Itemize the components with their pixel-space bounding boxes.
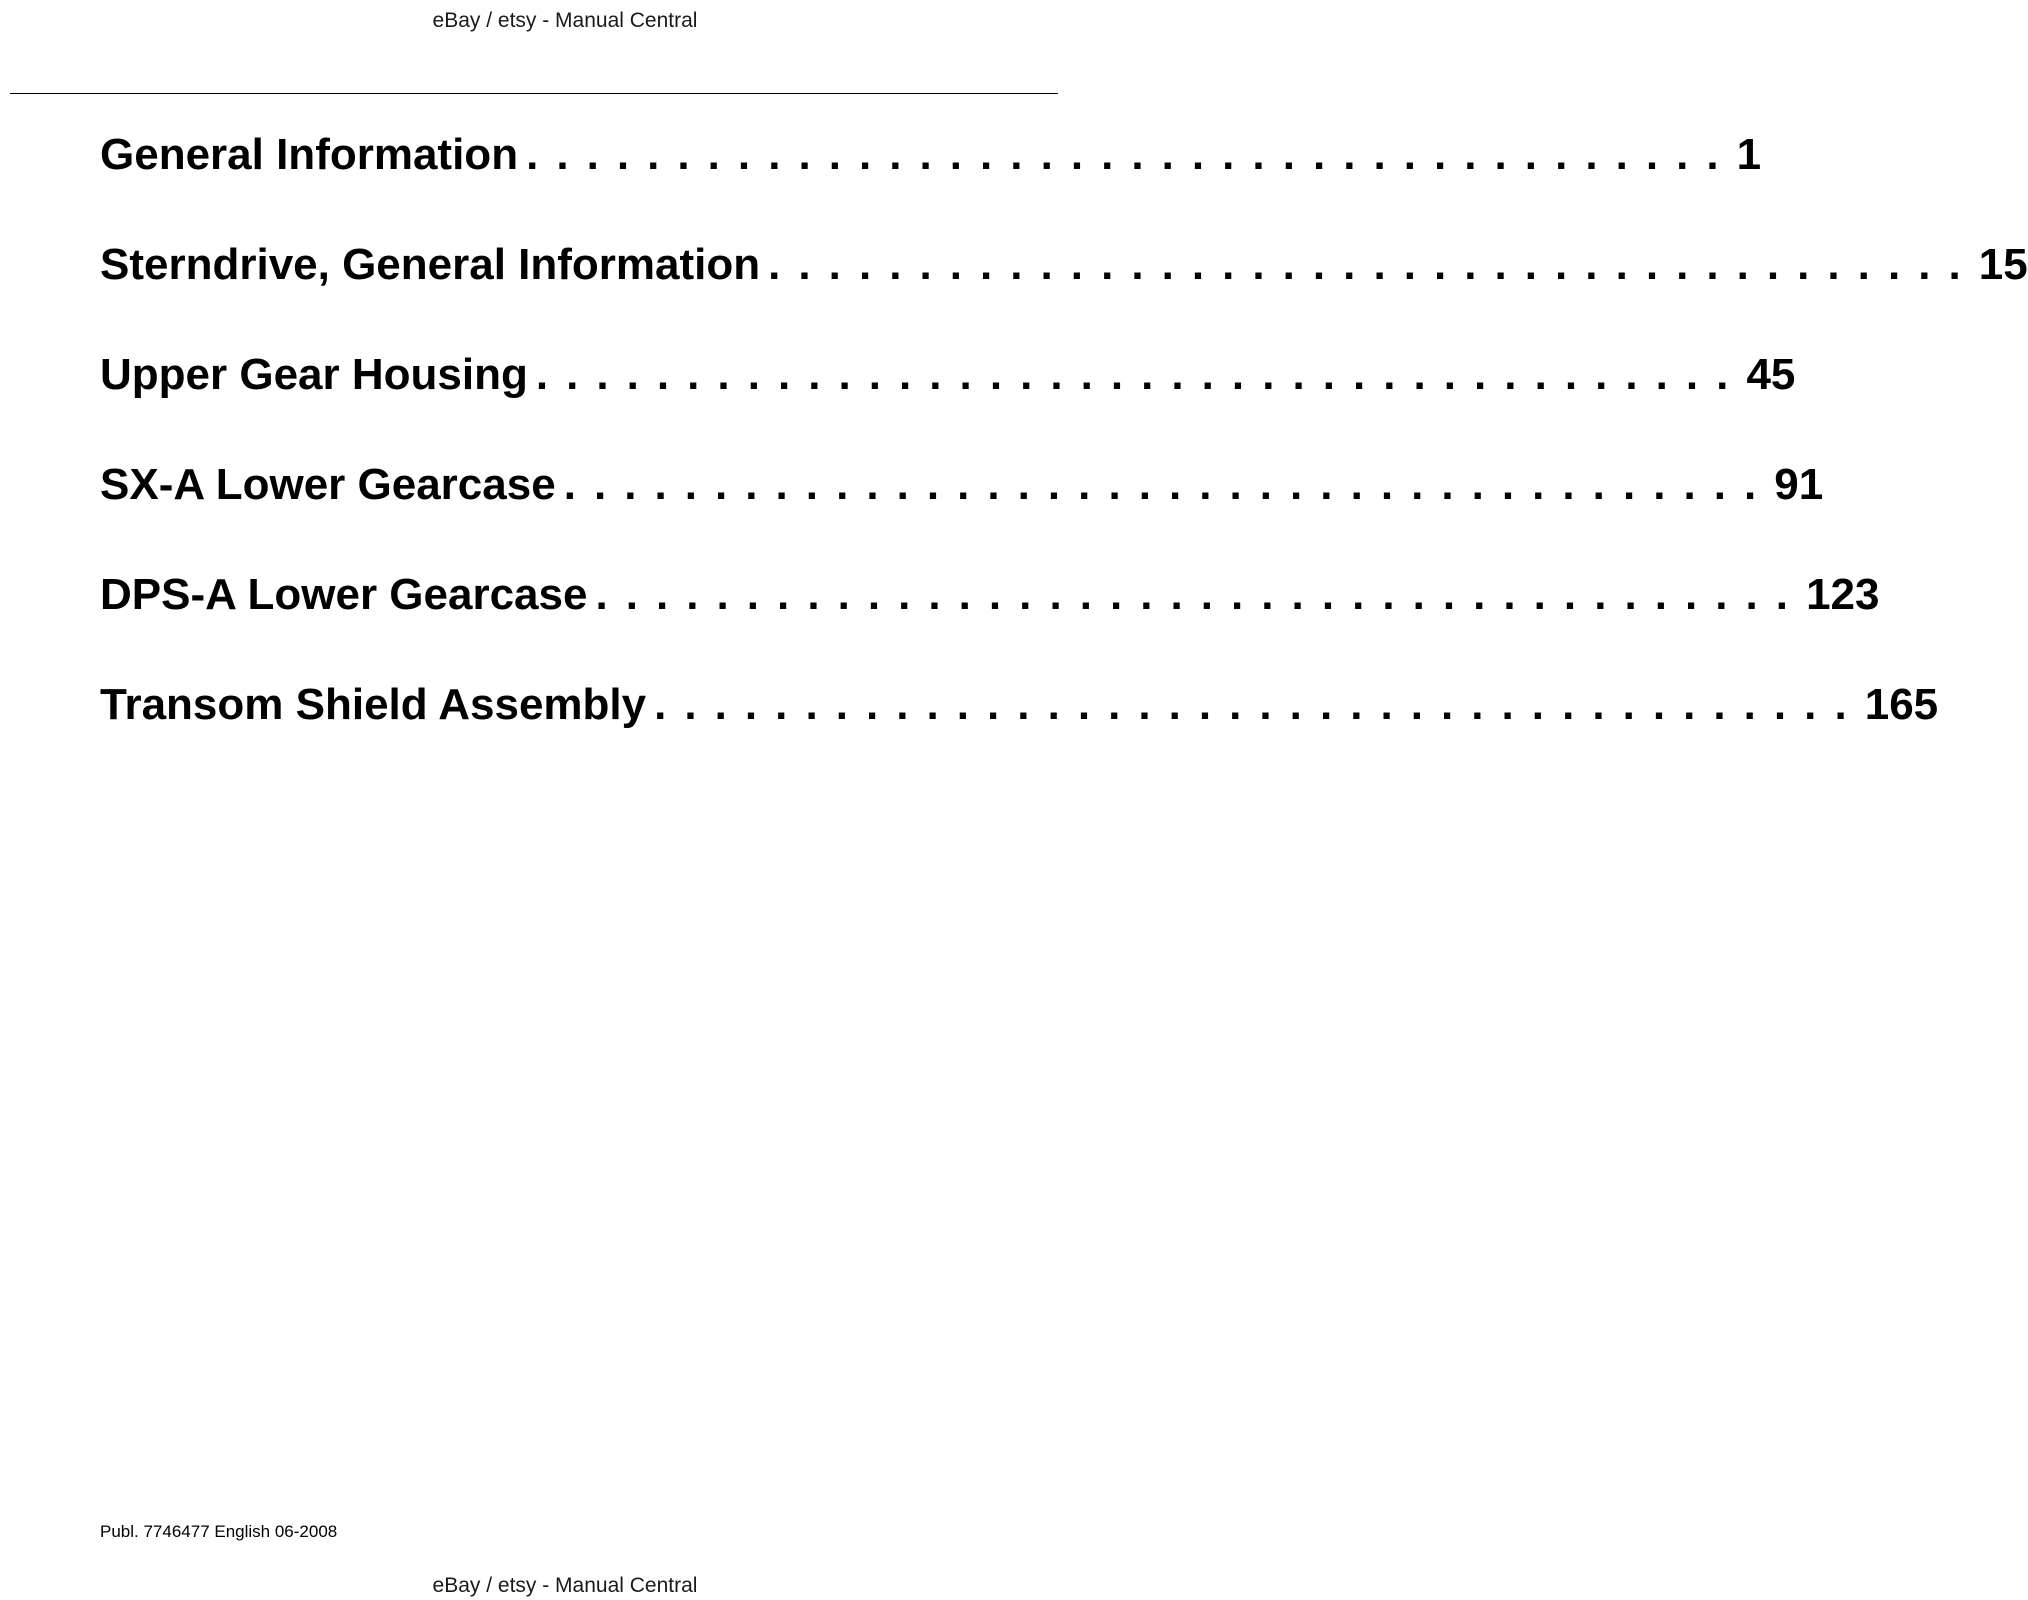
toc-entry-page: 1 <box>1736 130 1762 179</box>
toc-entry-page: 91 <box>1774 460 1824 509</box>
toc-dot-leader: ........................................ <box>595 570 1807 619</box>
toc-entry-page: 15 <box>1978 240 2028 289</box>
toc-entry-page: 45 <box>1746 350 1796 399</box>
toc-entry-page: 165 <box>1864 680 1939 729</box>
publication-info: Publ. 7746477 English 06-2008 <box>100 1522 338 1541</box>
toc-entry-title: DPS-A Lower Gearcase <box>100 570 588 619</box>
toc-entry-title: General Information <box>100 130 519 179</box>
toc-dot-leader: ........................................ <box>535 350 1747 399</box>
toc-dot-leader: ........................................ <box>563 460 1775 509</box>
toc-entry-page: 123 <box>1806 570 1880 619</box>
page-footer: eBay / etsy - Manual Central <box>432 1574 698 1597</box>
toc-entry-dps-a-lower-gearcase[interactable] <box>100 557 1880 667</box>
toc-entry-general-information[interactable] <box>100 117 1762 227</box>
toc-entry-title: SX-A Lower Gearcase <box>100 460 556 509</box>
toc-entry-sx-a-lower-gearcase[interactable] <box>100 447 1824 557</box>
toc-dot-leader: ........................................ <box>526 130 1737 179</box>
toc-dot-leader: ........................................ <box>768 240 1979 289</box>
toc-entry-sterndrive-general-information[interactable] <box>100 227 2028 337</box>
toc-entry-title: Transom Shield Assembly <box>100 680 647 729</box>
toc-entry-title: Upper Gear Housing <box>100 350 528 399</box>
header-divider <box>10 93 1058 94</box>
page-header: eBay / etsy - Manual Central <box>432 9 698 32</box>
toc-dot-leader: ........................................ <box>654 680 1865 729</box>
toc-entry-title: Sterndrive, General Information <box>100 240 761 289</box>
toc-entry-upper-gear-housing[interactable] <box>100 337 1796 447</box>
toc-entry-transom-shield-assembly[interactable] <box>100 667 1939 777</box>
table-of-contents <box>100 117 2028 777</box>
